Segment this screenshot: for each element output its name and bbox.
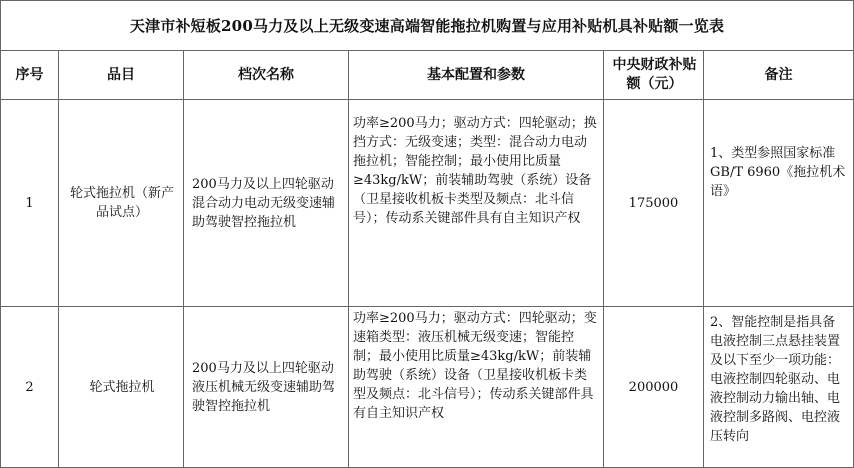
row-item: 轮式拖拉机 (59, 307, 184, 468)
row-config: 功率≥200马力；驱动方式：四轮驱动；变速箱类型：液压机械无级变速；智能控制；最小使用比质量≥43kg/kW；前装辅助驾驶（系统）设备（卫星接收机板卡类型及频点：北斗信号）；传动系关键部件具有自主知识产权 (349, 307, 604, 468)
row-seq: 2 (1, 307, 59, 468)
header-seq: 序号 (1, 51, 59, 100)
row-item: 轮式拖拉机（新产品试点） (59, 100, 184, 307)
header-row (1, 51, 854, 100)
row-config: 功率≥200马力；驱动方式：四轮驱动；换挡方式：无级变速；类型：混合动力电动拖拉机；智能控制；最小使用比质量≥43kg/kW；前装辅助驾驶（系统）设备（卫星接收机板卡类型及频点：北斗信号）；传动系关键部件具有自主知识产权 (349, 100, 604, 307)
note-1: 1、类型参照国家标准GB/T 6960《拖拉机术语》 (704, 100, 854, 307)
row-grade: 200马力及以上四轮驱动液压机械无级变速辅助驾驶智控拖拉机 (184, 307, 349, 468)
header-subsidy: 中央财政补贴额（元） (604, 51, 704, 100)
header-config: 基本配置和参数 (349, 51, 604, 100)
table-row (1, 100, 854, 307)
row-grade: 200马力及以上四轮驱动混合动力电动无级变速辅助驾驶智控拖拉机 (184, 100, 349, 307)
row-subsidy: 175000 (604, 100, 704, 307)
header-item: 品目 (59, 51, 184, 100)
header-notes: 备注 (704, 51, 854, 100)
header-grade: 档次名称 (184, 51, 349, 100)
table-row (1, 307, 854, 468)
row-subsidy: 200000 (604, 307, 704, 468)
row-seq: 1 (1, 100, 59, 307)
table-title: 天津市补短板200马力及以上无级变速高端智能拖拉机购置与应用补贴机具补贴额一览表 (1, 1, 854, 51)
note-2: 2、智能控制是指具备电液控制三点悬挂装置及以下至少一项功能：电液控制四轮驱动、电液控制动力输出轴、电液控制多路阀、电控液压转向 (704, 307, 854, 468)
